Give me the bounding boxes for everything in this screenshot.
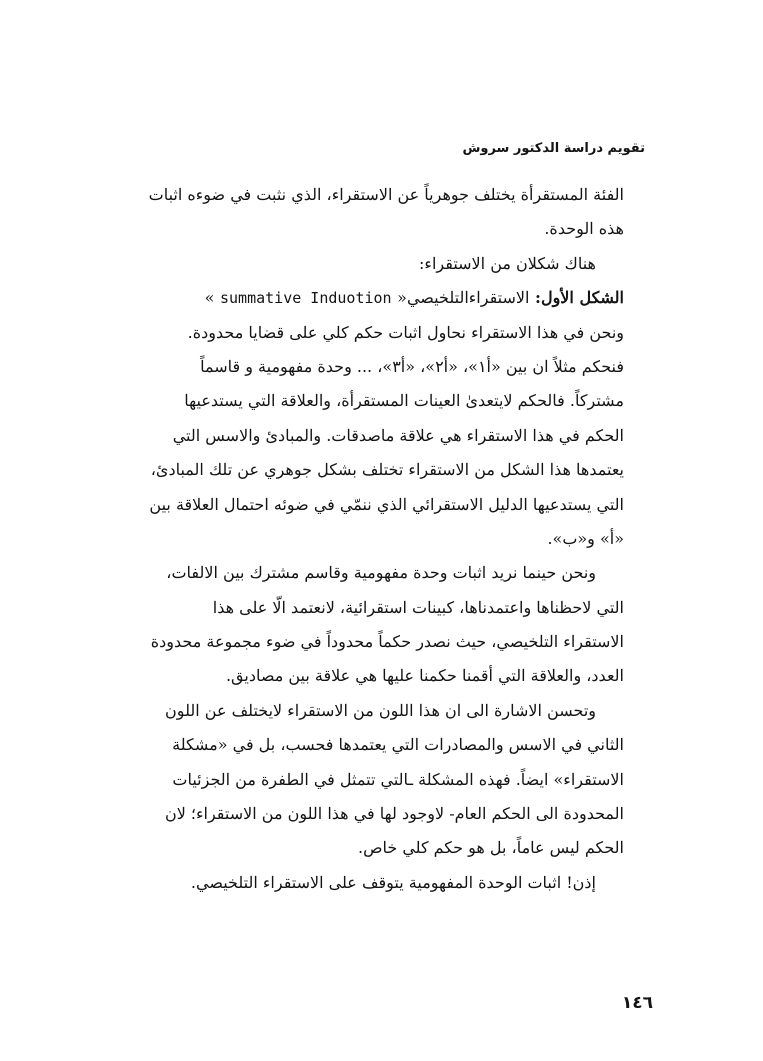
text-line: «أ» و«ب». xyxy=(547,528,624,548)
text-line: الحكم ليس عاماً، بل هو حكم كلي خاص. xyxy=(358,838,624,858)
text-line: مشتركاً. فالحكم لايتعدىٰ العينات المستقرأة، والعلاقة التي يستدعيها xyxy=(184,391,624,411)
english-term: summative Induotion xyxy=(220,289,392,308)
conclusion-line: إذن! اثبات الوحدة المفهومية يتوقف على الاستقراء التلخيصي. xyxy=(190,872,596,892)
text-line: فنحكم مثلاً ان بين «أ١»، «أ٢»، «أ٣»، ... وحدة مفهومية و قاسماً xyxy=(200,356,624,376)
text-line: التي يستدعيها الدليل الاستقرائي الذي ننمّي في ضوئه احتمال العلاقة بين xyxy=(149,494,624,514)
text-line: هناك شكلان من الاستقراء: xyxy=(419,253,596,273)
text-line: الاستقراء التلخيصي، حيث نصدر حكماً محدوداً في ضوء مجموعة محدودة xyxy=(150,632,624,652)
heading-close: » xyxy=(204,288,215,308)
text-line: ونحن في هذا الاستقراء نحاول اثبات حكم كلي على قضايا محدودة. xyxy=(187,322,624,342)
text-line: الحكم في هذا الاستقراء هي علاقة ماصدقات. والمبادئ والاسس التي xyxy=(172,425,624,445)
page-number: ١٤٦ xyxy=(621,993,653,1013)
text-line: وتحسن الاشارة الى ان هذا اللون من الاستقراء لايختلف عن اللون xyxy=(165,700,596,720)
text-line: يعتمدها هذا الشكل من الاستقراء تختلف بشكل جوهري عن تلك المبادئ، xyxy=(150,460,624,480)
heading-rest: الاستقراءالتلخيصي« xyxy=(397,288,530,308)
running-head: تقويم دراسة الدكتور سروش xyxy=(462,141,645,156)
text-line: هذه الوحدة. xyxy=(544,219,624,239)
body-text xyxy=(104,178,624,900)
text-line: الثاني في الاسس والمصادرات التي يعتمدها فحسب، بل في «مشكلة xyxy=(172,735,624,755)
section-heading: الشكل الأول: xyxy=(535,288,624,308)
text-line: الاستقراء» ايضاً. فهذه المشكلة ـالتي تتمثل في الطفرة من الجزئيات xyxy=(172,769,624,789)
text-line: الفئة المستقرأة يختلف جوهرياً عن الاستقراء، الذي نثبت في ضوءه اثبات xyxy=(148,185,624,204)
text-line: التي لاحظناها واعتمدناها، كبينات استقرائية، لانعتمد الّا على هذا xyxy=(212,597,624,617)
text-line: ونحن حينما نريد اثبات وحدة مفهومية وقاسم مشترك بين الالفات، xyxy=(166,563,596,583)
text-line: المحدودة الى الحكم العام- لاوجود لها في هذا اللون من الاستقراء؛ لان xyxy=(164,804,624,824)
text-line: العدد، والعلاقة التي أقمنا حكمنا عليها هي علاقة بين مصاديق. xyxy=(225,666,624,686)
section-heading-line xyxy=(104,281,624,315)
